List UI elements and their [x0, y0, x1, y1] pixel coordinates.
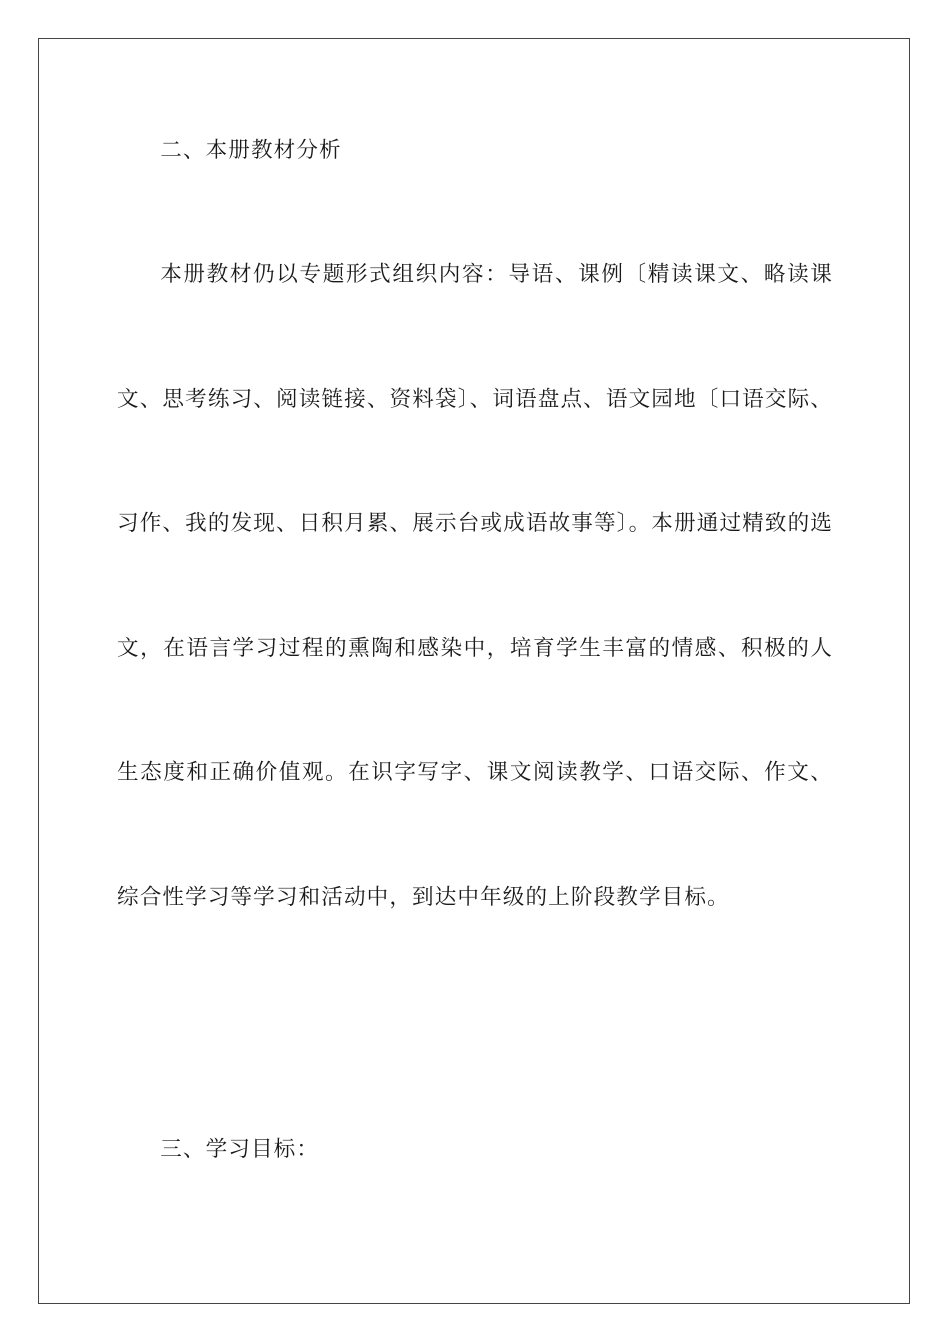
paragraph-textbook-analysis: 本册教材仍以专题形式组织内容：导语、课例〔精读课文、略读课文、思考练习、阅读链接、资料袋〕、词语盘点、语文园地〔口语交际、习作、我的发现、日积月累、展示台或成语故事等〕。本册通过精致的选文，在语言学习过程的熏陶和感染中，培育学生丰富的情感、积极的人生态度和正确价值观。在识字写字、课文阅读教学、口语交际、作文、综合性学习等学习和活动中，到达中年级的上阶段教学目标。 [117, 262, 833, 910]
section-heading-textbook-analysis: 二、本册教材分析 [160, 138, 342, 163]
section-heading-learning-goals: 三、学习目标： [160, 1137, 320, 1162]
document-page [38, 38, 910, 1304]
